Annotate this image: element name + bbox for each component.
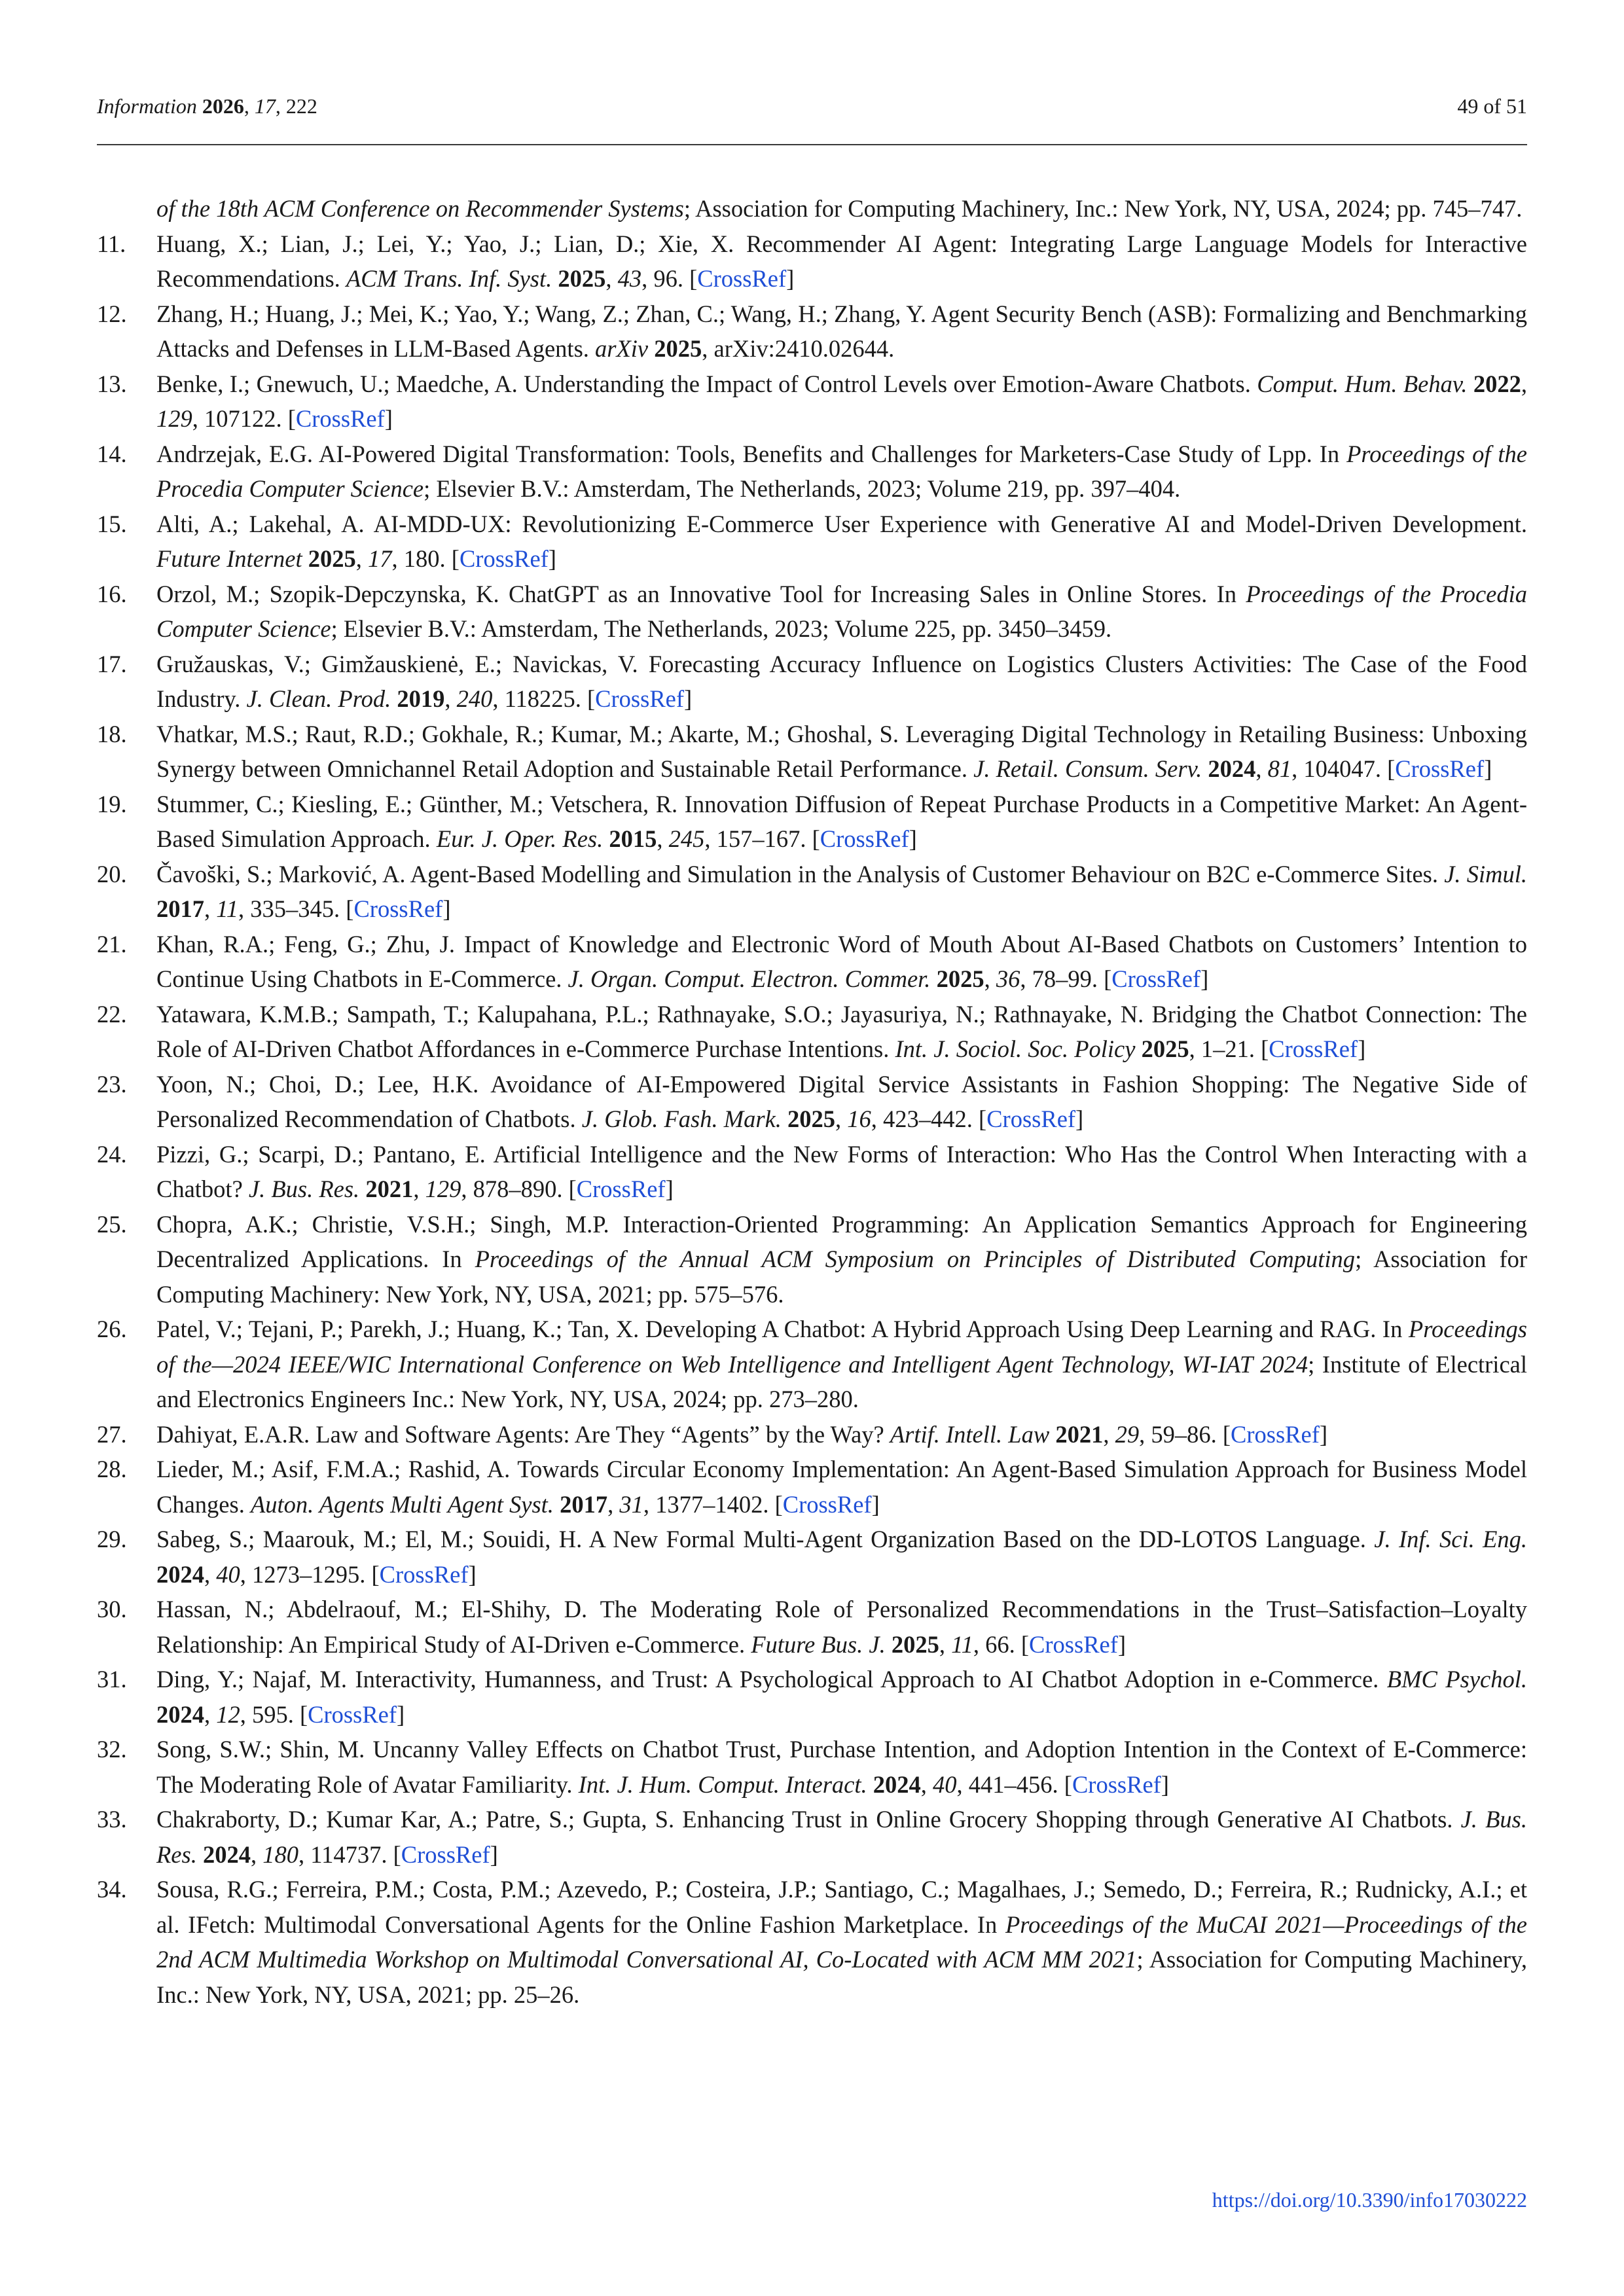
- reference-text: ]: [1484, 755, 1492, 782]
- reference-text: , 96. [: [641, 265, 698, 292]
- reference-text: Sabeg, S.; Maarouk, M.; El, M.; Souidi, H. A New Formal Multi-Agent Organization Based on the DD-LOTOS Language.: [156, 1526, 1375, 1552]
- reference-text: Lieder, M.; Asif, F.M.A.; Rashid, A. Towards Circular Economy Implementation: An Agent-Based Simulation Approach for Business Model Changes.: [156, 1456, 1527, 1518]
- reference-text: ,: [939, 1630, 952, 1658]
- reference-italic-text: 11: [951, 1630, 973, 1658]
- reference-italic-text: Int. J. Sociol. Soc. Policy: [895, 1035, 1136, 1062]
- reference-italic-text: arXiv: [595, 335, 649, 362]
- reference-item: [97, 1067, 1527, 1137]
- reference-number: 29.: [97, 1526, 127, 1552]
- reference-year: 2025: [891, 1630, 939, 1658]
- reference-text: , 66. [: [973, 1630, 1030, 1658]
- reference-text: , 114737. [: [298, 1840, 401, 1868]
- reference-text: [930, 965, 936, 992]
- reference-text: Song, S.W.; Shin, M. Uncanny Valley Effects on Chatbot Trust, Purchase Intention, and Adoption Intention in the Context of E-Commerce: The Moderating Role of Avatar Familiarity.: [156, 1736, 1527, 1798]
- reference-number: 20.: [97, 860, 127, 888]
- reference-number: 18.: [97, 720, 127, 747]
- reference-number: 13.: [97, 370, 127, 397]
- reference-item: [97, 507, 1527, 577]
- reference-number: 31.: [97, 1666, 127, 1693]
- reference-year: 2024: [1208, 755, 1256, 782]
- crossref-link[interactable]: CrossRef: [401, 1840, 490, 1868]
- reference-text: ]: [1358, 1035, 1366, 1062]
- reference-text: ]: [786, 265, 795, 292]
- reference-number: 19.: [97, 790, 127, 817]
- reference-text: [867, 1771, 873, 1798]
- reference-text: [1049, 1421, 1055, 1448]
- page-number: 49 of 51: [1457, 94, 1527, 118]
- reference-text: , 595. [: [240, 1700, 308, 1728]
- reference-italic-text: J. Glob. Fash. Mark.: [581, 1105, 782, 1132]
- reference-italic-text: 245: [668, 825, 705, 852]
- reference-italic-text: 81: [1267, 755, 1292, 782]
- reference-italic-text: Proceedings of the Annual ACM Symposium on Principles of Distributed Computing: [475, 1246, 1356, 1272]
- reference-number: 26.: [97, 1316, 127, 1342]
- crossref-link[interactable]: CrossRef: [1395, 755, 1485, 782]
- reference-italic-text: Auton. Agents Multi Agent Syst.: [250, 1490, 554, 1518]
- reference-text: [197, 1841, 203, 1868]
- reference-italic-text: 43: [617, 265, 642, 292]
- reference-item: [97, 1207, 1527, 1312]
- reference-text: ; Association for Computing Machinery: New York, NY, USA, 2021; pp. 575–576.: [156, 1246, 1528, 1308]
- reference-italic-text: 12: [216, 1700, 240, 1728]
- reference-number: 14.: [97, 440, 127, 467]
- crossref-link[interactable]: CrossRef: [576, 1175, 666, 1202]
- doi-link[interactable]: https://doi.org/10.3390/info17030222: [1212, 2188, 1527, 2212]
- reference-number: 22.: [97, 1000, 127, 1028]
- reference-text: , 157–167. [: [704, 825, 820, 852]
- reference-italic-text: ACM Trans. Inf. Syst.: [346, 265, 552, 292]
- reference-text: [391, 685, 397, 712]
- reference-text: Hassan, N.; Abdelraouf, M.; El-Shihy, D. The Moderating Role of Personalized Recommendations in the Trust–Satisfaction–Loyalty Relationship: An Empirical Study of AI-Driven e-Commerce.: [156, 1596, 1527, 1658]
- reference-number: 21.: [97, 930, 127, 958]
- reference-italic-text: BMC Psychol.: [1386, 1666, 1527, 1693]
- reference-text: ]: [548, 545, 556, 572]
- reference-item: [97, 226, 1527, 296]
- reference-text: ,: [657, 825, 669, 852]
- reference-text: ]: [665, 1175, 674, 1202]
- reference-italic-text: 36: [996, 965, 1020, 992]
- reference-text: ]: [384, 405, 393, 432]
- reference-text: Gružauskas, V.; Gimžauskienė, E.; Navickas, V. Forecasting Accuracy Influence on Logistics Clusters Activities: The Case of the Food Industry.: [156, 650, 1527, 712]
- reference-item: [97, 191, 1527, 226]
- reference-year: 2015: [609, 825, 657, 852]
- reference-item: [97, 997, 1527, 1067]
- reference-text: [1467, 370, 1473, 397]
- reference-item: [97, 647, 1527, 717]
- crossref-link[interactable]: CrossRef: [295, 405, 385, 432]
- reference-text: Yoon, N.; Choi, D.; Lee, H.K. Avoidance of AI-Empowered Digital Service Assistants in Fashion Shopping: The Negative Side of Personalized Recommendation of Chatbots.: [156, 1070, 1527, 1132]
- crossref-link[interactable]: CrossRef: [1029, 1630, 1118, 1658]
- reference-text: ,: [250, 1840, 263, 1868]
- reference-italic-text: Comput. Hum. Behav.: [1257, 370, 1468, 397]
- reference-text: Khan, R.A.; Feng, G.; Zhu, J. Impact of Knowledge and Electronic Word of Mouth About AI-Based Chatbots on Customers’ Intention to Continue Using Chatbots in E-Commerce.: [156, 930, 1527, 992]
- reference-year: 2025: [308, 545, 356, 572]
- reference-italic-text: Proceedings of the Procedia Computer Science: [156, 580, 1528, 642]
- reference-text: Zhang, H.; Huang, J.; Mei, K.; Yao, Y.; Wang, Z.; Zhan, C.; Wang, H.; Zhang, Y. Agent Security Bench (ASB): Formalizing and Benchmarking Attacks and Defenses in LLM-Based Agents.: [156, 300, 1527, 362]
- reference-italic-text: J. Retail. Consum. Serv.: [973, 755, 1202, 782]
- reference-item: [97, 1732, 1527, 1802]
- crossref-link[interactable]: CrossRef: [1072, 1770, 1161, 1798]
- reference-list: [97, 191, 1527, 2012]
- reference-text: , 78–99. [: [1020, 965, 1112, 992]
- reference-italic-text: 40: [933, 1770, 957, 1798]
- reference-italic-text: 180: [262, 1840, 298, 1868]
- reference-year: 2025: [558, 265, 606, 292]
- reference-text: ; Institute of Electrical and Electronics Engineers Inc.: New York, NY, USA, 2024; pp. 273–280.: [156, 1350, 1527, 1412]
- reference-year: 2022: [1473, 370, 1521, 397]
- reference-year: 2024: [156, 1560, 204, 1588]
- reference-item: [97, 857, 1527, 927]
- page-header: [97, 92, 1527, 145]
- reference-number: 25.: [97, 1210, 127, 1238]
- reference-text: Huang, X.; Lian, J.; Lei, Y.; Yao, J.; Lian, D.; Xie, X. Recommender AI Agent: Integrating Large Language Models for Interactive Recommendations.: [156, 230, 1527, 292]
- reference-italic-text: of the 18th ACM Conference on Recommender Systems: [156, 195, 684, 222]
- reference-text: Alti, A.; Lakehal, A. AI-MDD-UX: Revolutionizing E-Commerce User Experience with Generative AI and Model-Driven Development.: [156, 510, 1527, 537]
- reference-text: ]: [1319, 1420, 1327, 1448]
- reference-italic-text: 16: [847, 1105, 871, 1132]
- reference-text: , arXiv:2410.02644.: [702, 335, 895, 362]
- reference-year: 2024: [873, 1770, 921, 1798]
- reference-text: Pizzi, G.; Scarpi, D.; Pantano, E. Artificial Intelligence and the New Forms of Interaction: Who Has the Control When Interacting with a Chatbot?: [156, 1140, 1527, 1202]
- crossref-link[interactable]: CrossRef: [595, 685, 685, 712]
- reference-text: ,: [1103, 1420, 1115, 1448]
- reference-text: Chopra, A.K.; Christie, V.S.H.; Singh, M.P. Interaction-Oriented Programming: An Application Semantics Approach for Engineering Decentralized Applications. In: [156, 1210, 1527, 1272]
- reference-number: 33.: [97, 1806, 127, 1833]
- reference-number: 17.: [97, 650, 127, 677]
- reference-text: ; Association for Computing Machinery, Inc.: New York, NY, USA, 2024; pp. 745–747.: [683, 195, 1523, 222]
- reference-text: , 1–21. [: [1189, 1035, 1269, 1062]
- crossref-link[interactable]: CrossRef: [308, 1700, 397, 1728]
- reference-text: ,: [920, 1770, 933, 1798]
- reference-number: 12.: [97, 300, 127, 327]
- crossref-link[interactable]: CrossRef: [986, 1105, 1076, 1132]
- reference-text: [1202, 755, 1208, 782]
- reference-year: 2021: [1055, 1420, 1104, 1448]
- reference-text: Dahiyat, E.A.R. Law and Software Agents: Are They “Agents” by the Way?: [156, 1420, 890, 1448]
- reference-year: 2019: [397, 685, 445, 712]
- reference-italic-text: J. Bus. Res.: [156, 1806, 1527, 1868]
- reference-text: ]: [1117, 1630, 1127, 1658]
- reference-text: ,: [607, 1490, 620, 1518]
- article-number: 222: [285, 94, 317, 118]
- reference-text: Ding, Y.; Najaf, M. Interactivity, Humanness, and Trust: A Psychological Approach to AI Chatbot Adoption in e-Commerce.: [156, 1666, 1387, 1693]
- reference-italic-text: Future Bus. J.: [751, 1630, 886, 1658]
- reference-italic-text: Int. J. Hum. Comput. Interact.: [578, 1770, 867, 1798]
- reference-text: , 180. [: [391, 545, 460, 572]
- crossref-link[interactable]: CrossRef: [379, 1560, 469, 1588]
- reference-italic-text: Eur. J. Oper. Res.: [436, 825, 604, 852]
- reference-text: , 423–442. [: [871, 1105, 987, 1132]
- reference-number: 32.: [97, 1736, 127, 1763]
- reference-italic-text: Proceedings of the—2024 IEEE/WIC International Conference on Web Intelligence and Intelligent Agent Technology, WI-IAT 2024: [156, 1316, 1527, 1378]
- reference-text: , 1273–1295. [: [240, 1560, 380, 1588]
- reference-text: ; Elsevier B.V.: Amsterdam, The Netherlands, 2023; Volume 219, pp. 397–404.: [424, 475, 1181, 502]
- reference-text: Benke, I.; Gnewuch, U.; Maedche, A. Understanding the Impact of Control Levels over Emotion-Aware Chatbots.: [156, 370, 1257, 397]
- crossref-link[interactable]: CrossRef: [1269, 1035, 1358, 1062]
- reference-italic-text: Artif. Intell. Law: [890, 1420, 1050, 1448]
- reference-year: 2025: [936, 965, 984, 992]
- reference-text: Sousa, R.G.; Ferreira, P.M.; Costa, P.M.; Azevedo, P.; Costeira, J.P.; Santiago, C.; Magalhaes, J.; Semedo, D.; Ferreira, R.; Rudnicky, A.I.; et al. IFetch: Multimodal Conversational Agents for the Online Fashion Marketplace. In: [156, 1876, 1527, 1938]
- reference-text: ]: [1075, 1105, 1084, 1132]
- reference-italic-text: 240: [456, 685, 493, 712]
- reference-item: [97, 1522, 1527, 1592]
- crossref-link[interactable]: CrossRef: [697, 265, 787, 292]
- reference-italic-text: 11: [216, 895, 239, 922]
- reference-text: ]: [1161, 1770, 1169, 1798]
- reference-text: ]: [1200, 965, 1209, 992]
- reference-text: , 59–86. [: [1139, 1420, 1231, 1448]
- reference-item: [97, 1592, 1527, 1662]
- reference-year: 2024: [156, 1700, 204, 1728]
- reference-italic-text: Proceedings of the Procedia Computer Science: [156, 440, 1527, 502]
- reference-item: [97, 787, 1527, 857]
- reference-text: , 441–456. [: [956, 1770, 1072, 1798]
- reference-text: ]: [397, 1700, 405, 1728]
- journal-volume: 17: [254, 94, 276, 118]
- reference-italic-text: 17: [368, 545, 392, 572]
- crossref-link[interactable]: CrossRef: [1111, 965, 1201, 992]
- reference-text: ]: [909, 825, 917, 852]
- reference-item: [97, 367, 1527, 437]
- reference-text: , 107122. [: [192, 405, 296, 432]
- reference-number: 30.: [97, 1596, 127, 1623]
- reference-text: Patel, V.; Tejani, P.; Parekh, J.; Huang, K.; Tan, X. Developing A Chatbot: A Hybrid Approach Using Deep Learning and RAG. In: [156, 1316, 1409, 1342]
- reference-text: , 1377–1402. [: [643, 1490, 783, 1518]
- reference-text: ]: [442, 895, 451, 922]
- crossref-link[interactable]: CrossRef: [782, 1490, 872, 1518]
- reference-year: 2021: [365, 1175, 414, 1202]
- reference-year: 2025: [654, 335, 702, 362]
- reference-item: [97, 927, 1527, 997]
- reference-text: , 335–345. [: [238, 895, 354, 922]
- reference-text: ,: [984, 965, 996, 992]
- reference-text: ]: [871, 1490, 880, 1518]
- reference-text: Vhatkar, M.S.; Raut, R.D.; Gokhale, R.; Kumar, M.; Akarte, M.; Ghoshal, S. Leveraging Digital Technology in Retailing Business: Unboxing Synergy between Omnichannel Retail Adoption and Sustainable Retail Performance.: [156, 720, 1527, 782]
- reference-italic-text: Future Internet: [156, 545, 302, 572]
- reference-text: ]: [490, 1840, 498, 1868]
- reference-text: [648, 335, 654, 362]
- reference-year: 2025: [787, 1105, 836, 1132]
- reference-text: , 878–890. [: [461, 1175, 577, 1202]
- reference-italic-text: 31: [619, 1490, 643, 1518]
- reference-number: 34.: [97, 1876, 127, 1903]
- reference-item: [97, 1452, 1527, 1522]
- reference-item: [97, 1417, 1527, 1452]
- reference-italic-text: J. Inf. Sci. Eng.: [1374, 1526, 1527, 1552]
- reference-item: [97, 1312, 1527, 1417]
- reference-text: ,: [355, 545, 369, 572]
- reference-text: ,: [835, 1105, 848, 1132]
- reference-text: [782, 1105, 787, 1132]
- reference-text: Orzol, M.; Szopik-Depczynska, K. ChatGPT as an Innovative Tool for Increasing Sales in Online Stores. In: [156, 580, 1246, 607]
- reference-text: [1135, 1035, 1141, 1062]
- reference-item: [97, 1662, 1527, 1732]
- crossref-link[interactable]: CrossRef: [459, 545, 549, 572]
- reference-text: ,: [204, 1700, 217, 1728]
- reference-italic-text: J. Bus. Res.: [248, 1175, 360, 1202]
- reference-item: [97, 1872, 1527, 2012]
- reference-text: ]: [684, 685, 693, 712]
- reference-italic-text: J. Simul.: [1444, 860, 1528, 888]
- reference-number: 16.: [97, 580, 127, 607]
- journal-year: 2026: [202, 94, 244, 118]
- reference-text: , 104047. [: [1291, 755, 1396, 782]
- reference-year: 2024: [202, 1840, 251, 1868]
- crossref-link[interactable]: CrossRef: [820, 825, 909, 852]
- reference-italic-text: 29: [1115, 1420, 1140, 1448]
- reference-text: [554, 1491, 560, 1518]
- reference-text: ,: [413, 1175, 425, 1202]
- reference-text: ,: [444, 685, 457, 712]
- reference-item: [97, 1802, 1527, 1872]
- reference-text: Andrzejak, E.G. AI-Powered Digital Transformation: Tools, Benefits and Challenges for Marketers-Case Study of Lpp. In: [156, 440, 1347, 467]
- reference-text: ,: [1255, 755, 1268, 782]
- journal-name: Information: [97, 94, 197, 118]
- reference-text: [302, 545, 308, 572]
- reference-number: 11.: [97, 230, 126, 257]
- reference-italic-text: 129: [156, 405, 192, 432]
- reference-text: Stummer, C.; Kiesling, E.; Günther, M.; Vetschera, R. Innovation Diffusion of Repeat Purchase Products in a Competitive Market: An Agent-Based Simulation Approach.: [156, 790, 1527, 852]
- reference-number: 23.: [97, 1070, 127, 1098]
- reference-item: [97, 296, 1527, 367]
- reference-number: 15.: [97, 510, 127, 537]
- reference-item: [97, 437, 1527, 507]
- reference-text: ,: [1521, 370, 1528, 397]
- reference-year: 2017: [560, 1490, 608, 1518]
- reference-text: ,: [605, 265, 618, 292]
- reference-text: [886, 1631, 892, 1658]
- crossref-link[interactable]: CrossRef: [1230, 1420, 1320, 1448]
- reference-item: [97, 1137, 1527, 1207]
- reference-italic-text: 40: [216, 1560, 240, 1588]
- reference-item: [97, 717, 1527, 787]
- reference-number: 27.: [97, 1420, 127, 1448]
- reference-text: Chakraborty, D.; Kumar Kar, A.; Patre, S.; Gupta, S. Enhancing Trust in Online Grocery Shopping through Generative AI Chatbots.: [156, 1806, 1461, 1833]
- reference-text: Yatawara, K.M.B.; Sampath, T.; Kalupahana, P.L.; Rathnayake, S.O.; Jayasuriya, N.; Rathnayake, N. Bridging the Chatbot Connection: The Role of AI-Driven Chatbot Affordances in e-Commerce Purchase Intentions.: [156, 1000, 1527, 1062]
- reference-text: ,: [204, 895, 217, 922]
- reference-italic-text: Proceedings of the MuCAI 2021—Proceedings of the 2nd ACM Multimedia Workshop on Multimodal Conversational AI, Co-Located with ACM MM 2021: [156, 1910, 1527, 1973]
- journal-citation: Information 2026, 17, 222: [97, 94, 317, 118]
- reference-text: ,: [204, 1560, 217, 1588]
- reference-italic-text: J. Clean. Prod.: [246, 685, 391, 712]
- crossref-link[interactable]: CrossRef: [353, 895, 443, 922]
- reference-text: ]: [468, 1560, 477, 1588]
- reference-italic-text: 129: [425, 1175, 461, 1202]
- reference-year: 2025: [1141, 1035, 1189, 1062]
- reference-text: ; Association for Computing Machinery, Inc.: New York, NY, USA, 2021; pp. 25–26.: [156, 1946, 1528, 2008]
- reference-text: , 118225. [: [492, 685, 596, 712]
- reference-italic-text: J. Organ. Comput. Electron. Commer.: [568, 965, 931, 992]
- reference-number: 24.: [97, 1140, 127, 1168]
- reference-item: [97, 577, 1527, 647]
- reference-year: 2017: [156, 895, 204, 922]
- reference-text: Čavoški, S.; Marković, A. Agent-Based Modelling and Simulation in the Analysis of Customer Behaviour on B2C e-Commerce Sites.: [156, 860, 1445, 888]
- reference-number: 28.: [97, 1456, 127, 1482]
- reference-text: ; Elsevier B.V.: Amsterdam, The Netherlands, 2023; Volume 225, pp. 3450–3459.: [331, 615, 1112, 642]
- reference-text: [359, 1175, 365, 1202]
